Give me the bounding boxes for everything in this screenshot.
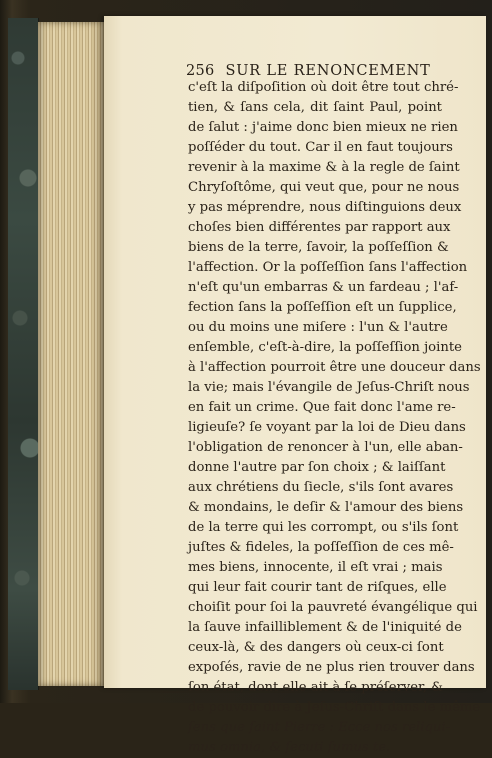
text-line: revenir à la maxime & à la regle de ſaint <box>188 160 460 175</box>
text-line: ſon état, dont elle ait à ſe préſerver, & <box>188 680 444 695</box>
text-line: Chryſoſtôme, qui veut que, pour ne nous <box>188 180 460 195</box>
running-title: SUR LE RENONCEMENT <box>225 63 431 79</box>
text-line: en fait un crime. Que fait donc l'ame re- <box>188 400 456 415</box>
text-line: biens de la terre, ſavoir, la poſſeſſion & <box>188 240 449 255</box>
text-line: la ſauve infailliblement & de l'iniquité de <box>188 620 462 635</box>
text-line: y pas méprendre, nous diſtinguions deux <box>188 200 462 215</box>
text-line: la vie; mais l'évangile de Jeſus-Chriſt nous <box>188 380 470 395</box>
text-line: ou du moins une miſere : l'un & l'autre <box>188 320 448 335</box>
text-line: ligieuſe? ſe voyant par la loi de Dieu dans <box>188 420 466 435</box>
page-number: 256 <box>186 63 215 79</box>
text-line: mus omnia, & ſecuti ſumus te. <box>188 740 391 755</box>
running-header <box>186 63 431 79</box>
text-line: qui leur fait courir tant de riſques, elle <box>188 580 447 595</box>
text-line: de pouvoir dire à Jeſus-Chriſt dans le même <box>188 700 481 715</box>
text-line: ceux-là, & des dangers où ceux-ci ſont <box>188 640 444 655</box>
text-line: n'eſt qu'un embarras & un fardeau ; l'af- <box>188 280 459 295</box>
text-line: juſtes & fideles, la poſſeſſion de ces mê- <box>188 540 454 555</box>
text-line: poſſéder du tout. Car il en faut toujours <box>188 140 453 155</box>
text-line: expoſés, ravie de ne plus rien trouver dans <box>188 660 475 675</box>
text-line: tien, & ſans cela, dit ſaint Paul, point <box>188 100 442 115</box>
page-edges <box>38 22 104 686</box>
text-line: l'obligation de renoncer à l'un, elle aban- <box>188 440 463 455</box>
text-line: & mondains, le deſir & l'amour des biens <box>188 500 464 515</box>
text-line: aux chrétiens du ſiecle, s'ils ſont avares <box>188 480 454 495</box>
text-line: à l'affection pourroit être une douceur dans <box>188 360 481 375</box>
text-line: c'eſt la diſpoſition où doit être tout chré- <box>188 80 459 95</box>
text-line: de ſalut : j'aime donc bien mieux ne rien <box>188 120 458 135</box>
text-line: enſemble, c'eſt-à-dire, la poſſeſſion jointe <box>188 340 462 355</box>
body-text <box>188 78 481 758</box>
text-line: choiſit pour ſoi la pauvreté évangélique qui <box>188 600 478 615</box>
text-line: l'affection. Or la poſſeſſion ſans l'affection <box>188 260 468 275</box>
marbled-cover <box>8 18 39 690</box>
text-line: mes biens, innocente, il eſt vrai ; mais <box>188 560 443 575</box>
text-line: de la terre qui les corrompt, ou s'ils ſont <box>188 520 459 535</box>
text-line: ſens que ſaint Pierre : Ecce nos reliqui- <box>188 720 451 735</box>
text-line: fection ſans la poſſeſſion eſt un ſupplice, <box>188 300 457 315</box>
text-line: donne l'autre par ſon choix ; & laiſſant <box>188 460 446 475</box>
text-line: choſes bien différentes par rapport aux <box>188 220 451 235</box>
